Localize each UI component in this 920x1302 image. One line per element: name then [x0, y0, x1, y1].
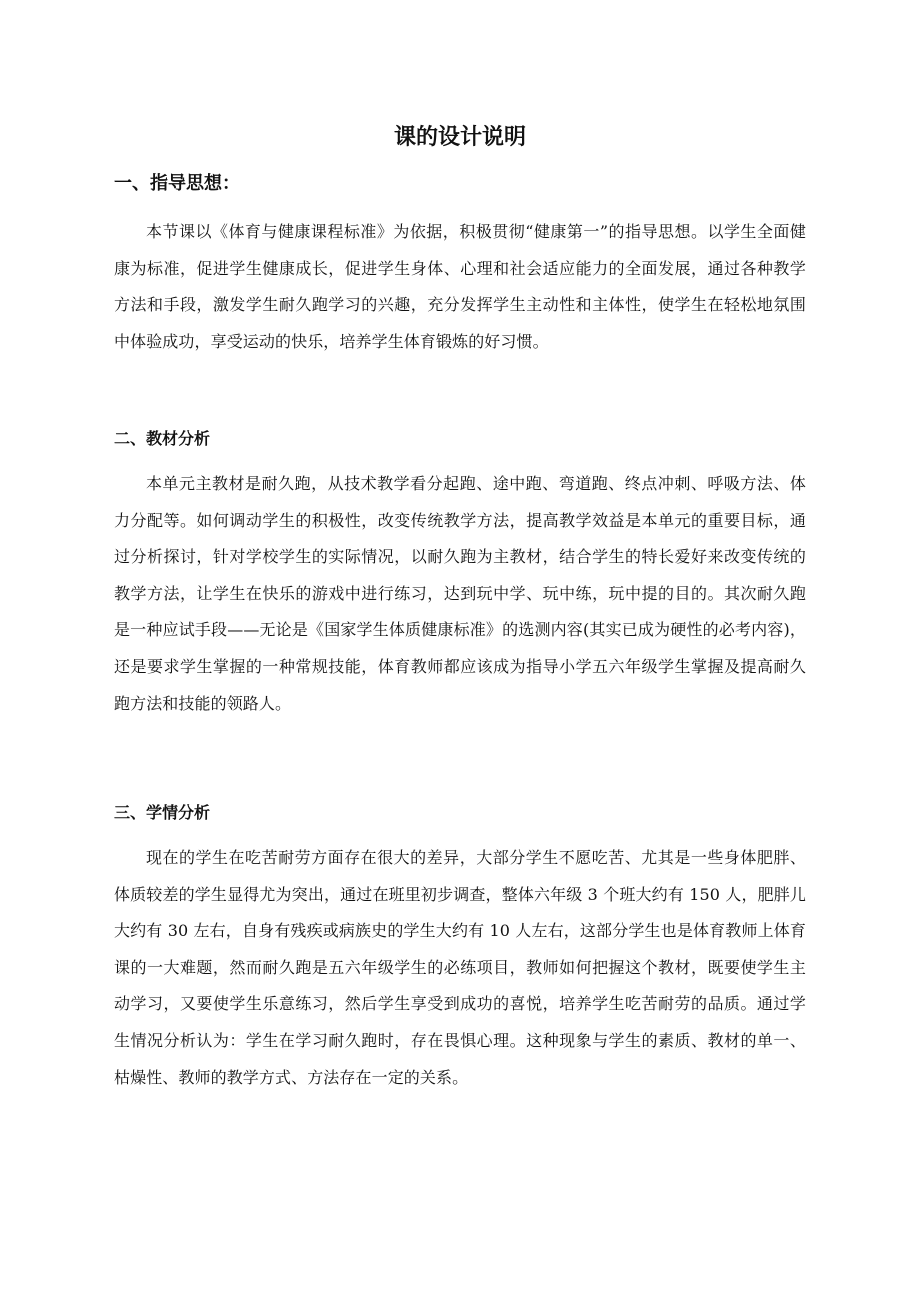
document-title: 课的设计说明 [393, 125, 526, 150]
section-heading-text: 一、指导思想： [114, 173, 240, 194]
section-body-material-analysis [114, 466, 806, 722]
paragraph: 本节课以《体育与健康课程标准》为依据，积极贯彻“健康第一”的指导思想。以学生全面健康为标准，促进学生健康成长，促进学生身体、心理和社会适应能力的全面发展，通过各种教学方法和手段，激发学生耐久跑学习的兴趣，充分发挥学生主动性和主体性，使学生在轻松地氛围中体验成功，享受运动的快乐，培养学生体育锻炼的好习惯。 [114, 222, 806, 351]
section-heading-student-analysis [114, 798, 806, 828]
paragraph: 现在的学生在吃苦耐劳方面存在很大的差异，大部分学生不愿吃苦、尤其是一些身体肥胖、体质较差的学生显得尤为突出，通过在班里初步调查，整体六年级 3 个班大约有 150 人，肥胖儿大约有 30 左右，自身有残疾或病族史的学生大约有 10 人左右，这部分学生也是体育教师上体育课的一大难题，然而耐久跑是五六年级学生的必练项目，教师如何把握这个教材，既要使学生主动学习，又要使学生乐意练习，然后学生享受到成功的喜悦，培养学生吃苦耐劳的品质。通过学生情况分析认为：学生在学习耐久跑时，存在畏惧心理。这种现象与学生的素质、教材的单一、枯燥性、教师的教学方式、方法存在一定的关系。 [114, 848, 806, 1087]
section-body-student-analysis [114, 840, 806, 1096]
section-heading-material-analysis [114, 424, 806, 454]
section-body-guiding-ideas [114, 214, 806, 360]
section-heading-text: 三、学情分析 [114, 803, 211, 822]
section-heading-text: 二、教材分析 [114, 429, 211, 448]
paragraph: 本单元主教材是耐久跑，从技术教学看分起跑、途中跑、弯道跑、终点冲刺、呼吸方法、体力分配等。如何调动学生的积极性，改变传统教学方法，提高教学效益是本单元的重要目标，通过分析探讨，针对学校学生的实际情况，以耐久跑为主教材，结合学生的特长爱好来改变传统的教学方法，让学生在快乐的游戏中进行练习，达到玩中学、玩中练，玩中提的目的。其次耐久跑是一种应试手段——无论是《国家学生体质健康标准》的选测内容(其实已成为硬性的必考内容)，还是要求学生掌握的一种常规技能，体育教师都应该成为指导小学五六年级学生掌握及提高耐久跑方法和技能的领路人。 [114, 474, 806, 713]
section-heading-guiding-ideas [114, 168, 806, 200]
